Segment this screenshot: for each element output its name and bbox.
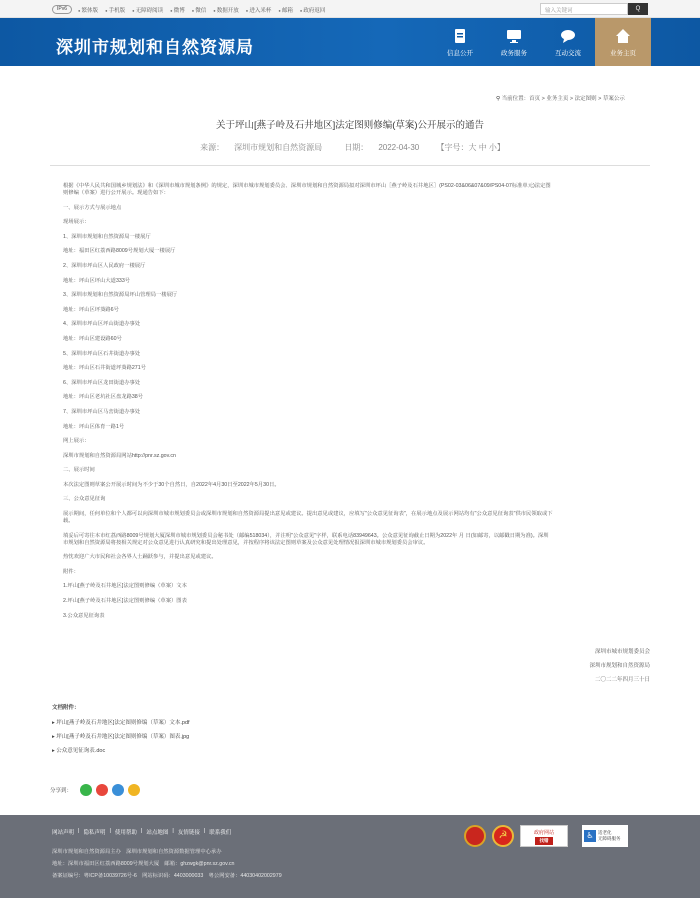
body-line: 地址：福田区红荔西路8009号规划大厦一楼展厅 xyxy=(63,248,176,255)
font-size-switch[interactable]: 【字号：大 中 小】 xyxy=(436,143,505,152)
website-link[interactable]: 深圳市规划和自然资源局网站http://pnr.sz.gov.cn xyxy=(63,452,176,459)
site-footer xyxy=(0,815,700,898)
article-date: 2022-04-30 xyxy=(378,143,420,152)
chat-icon xyxy=(560,28,576,44)
body-line: 本次法定图则草案公开展示时间为不少于30个自然日，自2022年4月30日至2022年5月30日。 xyxy=(63,481,280,488)
home-icon xyxy=(615,28,631,44)
footer-link-privacy[interactable]: 隐私声明 xyxy=(83,830,106,836)
breadcrumb xyxy=(496,94,625,102)
attachment-link[interactable]: ▸ 坪山[燕子岭及石井地区]法定图则修编（草案）图表.jpg xyxy=(52,734,190,740)
divider xyxy=(50,165,650,166)
body-line: 则修编（草案）进行公开展示。现通告如下： xyxy=(63,190,169,196)
nav-label: 互动交流 xyxy=(555,50,581,57)
acc-line1: 适老化 xyxy=(598,830,612,835)
body-line: 市规划和自然资源局将按相关规定对公众意见进行认真研究和提出处理意见，并按程序将该法定图则草案及公众意见处理情况报深圳市城市规划委员会审议。 xyxy=(63,539,429,546)
wechat-link[interactable]: ● 微信 xyxy=(192,6,207,14)
body-line: 地址：坪山区体育一路1号 xyxy=(63,423,125,430)
nav-label: 信息公开 xyxy=(447,50,473,57)
body-line: 2、深圳市坪山区人民政府一楼展厅 xyxy=(63,262,146,269)
acc-line2: 无障碍服务 xyxy=(598,836,621,841)
weibo-share-icon[interactable] xyxy=(96,784,108,796)
breadcrumb-path[interactable]: 首页 > 业务主页 > 法定图则 > 草案公示 xyxy=(529,96,625,102)
utility-links xyxy=(52,5,332,14)
police-emblem-icon[interactable] xyxy=(464,825,486,847)
ipv6-badge: IPv6 xyxy=(52,5,72,14)
qq-share-icon[interactable] xyxy=(112,784,124,796)
share-label: 分享到： xyxy=(50,788,73,794)
article-meta xyxy=(0,142,700,153)
accessibility-link[interactable]: ● 无障碍阅读 xyxy=(132,6,163,14)
body-line: 6、深圳市坪山区龙田街道办事处 xyxy=(63,379,141,386)
body-line: 展示期间，任何单位和个人都可以向深圳市城市规划委员会或深圳市规划和自然资源局提出意见或建议。提出意见或建议，应填写"公众意见征询表"，在展示地点及展示网站均有"公众意见征询表"供市民领取或下 xyxy=(63,511,553,518)
site-header xyxy=(0,18,700,66)
body-line: 3、深圳市规划和自然资源局坪山管理局一楼展厅 xyxy=(63,292,178,299)
article-source: 深圳市规划和自然资源局 xyxy=(234,143,323,152)
gov-badge-title: 政府网站 xyxy=(533,830,554,836)
footer-link-contact[interactable]: 联系我们 xyxy=(209,830,232,836)
nav-label: 政务服务 xyxy=(501,50,527,57)
body-line: 3.公众意见征询表 xyxy=(63,612,105,619)
footer-registration: 备案证编号：粤ICP备10039726号-6 网站标识码：4403000033 粤公网安备：44030402002979 xyxy=(52,873,282,879)
site-title[interactable]: 深圳市规划和自然资源局 xyxy=(56,38,254,58)
article-title: 关于坪山[燕子岭及石井地区]法定图则修编(草案)公开展示的通告 xyxy=(215,120,485,131)
gov-return-link[interactable]: ● 政府返回 xyxy=(300,6,326,14)
body-line: 填妥后可寄往本市红荔西路8009号规划大厦深圳市城市规划委员会秘书处（邮编518034），并注明"公众意见"字样，联系电话83949643。公众意见征询截止日期为2022年 月 日(如邮寄，以邮戳日期为准)。深圳 xyxy=(63,532,549,539)
search-icon: Q xyxy=(635,6,641,12)
body-line: 地址：坪山区老坑社区盘龙路38号 xyxy=(63,394,144,401)
footer-sponsor: 深圳市规划和自然资源局主办 深圳市规划和自然资源数据管理中心承办 xyxy=(52,849,222,855)
attachment-name[interactable]: 坪山[燕子岭及石井地区]法定图则修编（草案）图表.jpg xyxy=(56,734,190,740)
document-icon xyxy=(452,28,468,44)
body-line: 地址：坪山区坪山大道333号 xyxy=(63,277,131,284)
signature-bureau: 深圳市规划和自然资源局 xyxy=(589,663,650,669)
footer-links: 网站声明 | 隐私声明 | 使用帮助 | 站点地图 | 友情链接 | 联系我们 xyxy=(52,828,232,836)
party-emblem-icon[interactable]: ☭ xyxy=(492,825,514,847)
footer-link-sitemap[interactable]: 站点地图 xyxy=(146,830,169,836)
traditional-chinese-link[interactable]: ● 繁体版 xyxy=(78,6,98,14)
top-utility-bar xyxy=(0,0,700,18)
enter-link[interactable]: ● 进入米杯 xyxy=(246,6,272,14)
weibo-link[interactable]: ● 微博 xyxy=(170,6,185,14)
body-line: 地址：坪山区石井街道坪葵路271号 xyxy=(63,365,146,372)
article-body xyxy=(63,183,650,620)
footer-link-statement[interactable]: 网站声明 xyxy=(52,830,75,836)
signature-date: 二〇二二年四月三十日 xyxy=(594,677,650,683)
body-line: 地址：坪山区建设路60号 xyxy=(63,335,122,342)
attachments-label: 文档附件： xyxy=(52,705,80,711)
footer-address: 地址：深圳市福田区红荔西路8009号规划大厦 邮箱：ghzwgk@pnr.sz.gov.cn xyxy=(52,861,235,867)
search-input[interactable]: 输入关键词 xyxy=(540,3,628,15)
nav-interaction[interactable] xyxy=(541,18,595,66)
body-line: 地址：坪山区坪葵路6号 xyxy=(63,306,119,313)
body-line: 1、深圳市规划和自然资源局一楼展厅 xyxy=(63,233,151,240)
nav-info-disclosure[interactable] xyxy=(433,18,487,66)
wechat-share-icon[interactable] xyxy=(80,784,92,796)
mobile-link[interactable]: ● 手机版 xyxy=(105,6,125,14)
attachment-link[interactable]: ▸ 坪山[燕子岭及石井地区]法定图则修编（草案）文本.pdf xyxy=(52,720,190,726)
body-line: 三、公众意见征询 xyxy=(63,496,106,503)
qzone-share-icon[interactable] xyxy=(128,784,140,796)
source-label: 来源： xyxy=(200,143,225,152)
body-line: 热忱欢迎广大市民和社会各界人士踊跃参与，并提出意见或建议。 xyxy=(63,554,217,561)
monitor-icon xyxy=(506,28,522,44)
nav-gov-services[interactable] xyxy=(487,18,541,66)
open-data-link[interactable]: ● 数据开放 xyxy=(213,6,239,14)
footer-link-friends[interactable]: 友情链接 xyxy=(177,830,200,836)
body-line: 5、深圳市坪山区石井街道办事处 xyxy=(63,350,141,357)
attachment-name[interactable]: 坪山[燕子岭及石井地区]法定图则修编（草案）文本.pdf xyxy=(56,720,190,726)
signature-committee: 深圳市城市规划委员会 xyxy=(594,649,650,655)
body-line: 2.坪山[燕子岭及石井地区]法定图则修编（草案）图表 xyxy=(63,598,187,605)
gov-website-error-badge[interactable] xyxy=(520,825,568,847)
body-line: 二、展示时间 xyxy=(63,467,95,474)
nav-business-home[interactable] xyxy=(595,18,651,66)
body-line: 4、深圳市坪山区坪山街道办事处 xyxy=(63,321,141,328)
attachment-link[interactable]: ▸ 公众意见征询表.doc xyxy=(52,748,106,754)
body-line: 现场展示： xyxy=(63,219,90,226)
body-line: 根据《中华人民共和国城乡规划法》和《深圳市城市规划条例》的规定，深圳市城市规划委员会、深圳市规划和自然资源局拟对深圳市坪山［燕子岭及石井地区］(PS02-03&06&07&09/PS04-07标准单元)法定图 xyxy=(63,183,551,189)
wheelchair-icon: ♿ xyxy=(584,830,596,842)
main-nav xyxy=(433,18,651,66)
body-line: 7、深圳市坪山区马峦街道办事处 xyxy=(63,408,141,415)
share-bar xyxy=(50,784,140,796)
body-line: 载。 xyxy=(63,518,74,525)
nav-label: 业务主页 xyxy=(610,50,636,57)
search-button[interactable] xyxy=(628,3,648,15)
body-line: 附件： xyxy=(63,568,79,575)
location-pin-icon: ⚲ xyxy=(496,96,501,102)
footer-link-help[interactable]: 使用帮助 xyxy=(114,830,137,836)
breadcrumb-prefix: 当前位置： xyxy=(501,96,530,102)
body-line: 1.坪山[燕子岭及石井地区]法定图则修编（草案）文本 xyxy=(63,583,187,590)
body-line: 一、展示方式与展示地点 xyxy=(63,204,122,211)
gov-badge-sub: 找错 xyxy=(535,837,553,845)
date-label: 日期： xyxy=(344,143,369,152)
mailbox-link[interactable]: ● 邮箱 xyxy=(278,6,293,14)
accessibility-service-badge[interactable] xyxy=(582,825,628,847)
body-line: 网上展示： xyxy=(63,438,90,445)
attachment-name[interactable]: 公众意见征询表.doc xyxy=(56,748,106,754)
